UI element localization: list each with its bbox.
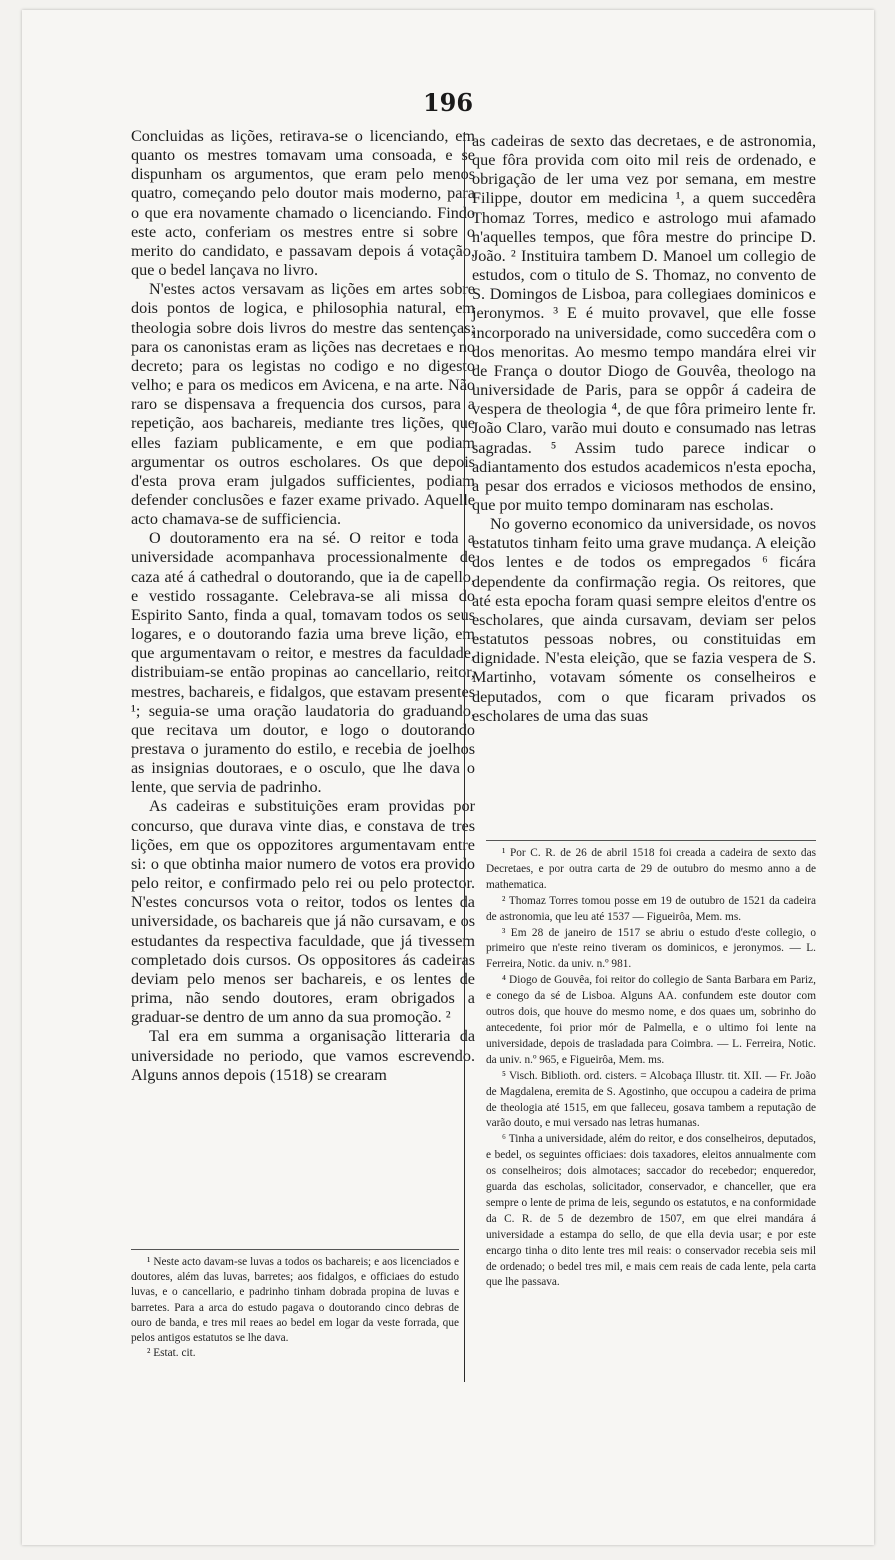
left-footnotes [131, 1255, 459, 1361]
footnote: ² Estat. cit. [147, 1347, 196, 1360]
left-footnote-rule [131, 1249, 459, 1250]
footnote: ⁶ Tinha a universidade, além do reitor, e dos conselheiros, deputados, e bedel, os seguintes officiaes: dois taxadores, eleitos annualmente com os conselheiros; dois almotaces; saccador do recebedor; enqueredor, guarda das escholas, solicitador, conservador, e chanceller, que era sempre o lente de prima de leis, segundo os estatutos, e na conformidade da C. R. de 5 de dezembro de 1507, em que elrei mandára á universidade a estampa do sello, de que ella devia usar; e por este encargo tinha o dito lente tres mil reais: o conservador recebia seis mil de ordenado; o bedel tres mil, e mais cem reais de cada lente, pela carta que lhe passava. [486, 1133, 816, 1289]
column-divider [464, 132, 465, 1382]
footnote: ² Thomaz Torres tomou posse em 19 de outubro de 1521 da cadeira de astronomia, que leu até 1537 — Figueirôa, Mem. ms. [486, 894, 816, 923]
page-number: 196 [422, 88, 474, 117]
footnote: ¹ Neste acto davam-se luvas a todos os bachareis; e aos licenciados e doutores, além das luvas, barretes; aos fidalgos, e officiaes do estudo luvas, e o cancellario, e padrinho tinham dobrada propina de luvas e barretes. Para a arca do estudo pagava o doutorando cinco debras de ouro de banda, e tres mil reaes ao bedel em logar da veste forrada, que pelos antigos estatutos se lhe dava. [131, 1256, 459, 1345]
footnote: ⁴ Diogo de Gouvêa, foi reitor do collegio de Santa Barbara em Pariz, e conego da sé de Lisboa. Alguns AA. confundem este doutor com outros dois, que houve do mesmo nome, e dos quaes um, sobrinho do antecedente, foi prior mór de Palmella, e o ultimo foi lente na universidade, depois de trasladada para Coimbra. — L. Ferreira, Notic. da univ. n.º 965, e Figueirôa, Mem. ms. [486, 974, 816, 1066]
footnote: ¹ Por C. R. de 26 de abril 1518 foi creada a cadeira de sexto das Decretaes, e por outra carta de 29 de outubro do mesmo anno a de mathematica. [486, 847, 816, 891]
right-footnote-rule [486, 840, 816, 841]
right-paragraph: as cadeiras de sexto das decretaes, e de astronomia, que fôra provida com oito mil reis de ordenado, e obrigação de ler uma vez por semana, em mestre Filippe, doutor em medicina ¹, a quem succedêra Thomaz Torres, medico e astrologo mui afamado n'aquelles tempos, que fôra mestre do principe D. João. ² Instituira tambem D. Manoel um collegio de estudos, com o titulo de S. Thomaz, no convento de S. Domingos de Lisboa, para collegiaes dominicos e jeronymos. ³ E é muito provavel, que elle fosse incorporado na universidade, como succedêra com o dos menoritas. Ao mesmo tempo mandára elrei vir de França o doutor Diogo de Gouvêa, theologo na universidade de Paris, para se oppôr á cadeira de vespera de theologia ⁴, de que fôra primeiro lente fr. João Claro, varão mui douto e consumado nas letras sagradas. ⁵ Assim tudo parece indicar o adiantamento dos estudos academicos n'esta epocha, a pesar dos errados e viciosos methodos de ensino, que por muito tempo dominaram nas escholas. [472, 132, 816, 514]
left-paragraph: As cadeiras e substituições eram providas por concurso, que durava vinte dias, e constava de tres lições, em que os oppozitores argumentavam entre si: o que obtinha maior numero de votos era provido pelo reitor, e confirmado pelo rei ou pelo protector. N'estes concursos vota o reitor, todos os lentes da universidade, os bachareis que já não cursavam, e os estudantes da respectiva faculdade, que já tivessem completado dois cursos. Os oppositores ás cadeiras deviam pelo menos ser bachareis, e os lentes de prima, não sendo doutores, eram obrigados a graduar-se dentro de um anno da sua promoção. ² [131, 797, 475, 1027]
right-paragraph: No governo economico da universidade, os novos estatutos tinham feito uma grave mudança. A eleição dos lentes e de todos os empregados ⁶ ficára dependente da confirmação regia. Os reitores, que até esta epocha foram quasi sempre eleitos d'entre os escholares, que ainda cursavam, deviam ser pelos estatutos pessoas nobres, ou constituidas em dignidade. N'esta eleição, que se fazia vespera de S. Martinho, votavam sómente os conselheiros e deputados, com o que ficaram privados os escholares de uma das suas [472, 515, 816, 725]
footnote: ⁵ Visch. Biblioth. ord. cisters. = Alcobaça Illustr. tit. XII. — Fr. João de Magdalena, eremita de S. Agostinho, que occupou a cadeira de prima de theologia até 1515, em que falleceu, gosava tambem a reputação de varão douto, e mui versado nas letras humanas. [486, 1069, 816, 1130]
left-paragraph: O doutoramento era na sé. O reitor e toda a universidade acompanhava processionalmente de caza até á cathedral o doutorando, que ia de capello, e vestido rossagante. Celebrava-se ali missa do Espirito Santo, finda a qual, tomavam todos os seus logares, e o doutorando fazia uma breve lição, em que argumentavam o reitor, e mestres da faculdade, distribuiam-se então propinas ao cancellario, reitor, mestres, bachareis, e fidalgos, que estavam presentes ¹; seguia-se uma oração laudatoria do graduando, que recitava um doutor, e logo o doutorando prestava o juramento do estilo, e recebia de joelhos as insignias doutoraes, e o osculo, que lhe dava o lente, que servia de padrinho. [131, 529, 475, 797]
left-paragraph: Tal era em summa a organisação litteraria da universidade no periodo, que vamos escrevendo. Alguns annos depois (1518) se crearam [131, 1027, 475, 1084]
right-footnotes [486, 846, 816, 1291]
right-column [472, 132, 816, 726]
left-paragraph: Concluidas as lições, retirava-se o licenciando, em quanto os mestres tomavam uma consoada, e se dispunham os argumentos, que eram pelo menos quatro, começando pelo doutor mais moderno, para o que era novamente chamado o licenciando. Findo este acto, conferiam os mestres entre si sobre o merito do candidato, e passavam depois á votação, que o bedel lançava no livro. [131, 127, 475, 280]
left-column [131, 127, 475, 1085]
footnote: ³ Em 28 de janeiro de 1517 se abriu o estudo d'este collegio, o primeiro que n'este reino tiveram os dominicos, e jeronymos. — L. Ferreira, Notic. da univ. n.º 981. [486, 926, 816, 971]
left-paragraph: N'estes actos versavam as lições em artes sobre dois pontos de logica, e philosophia natural, em theologia sobre dois livros do mestre das sentenças; para os canonistas eram as lições nas decretaes e no decreto; para os legistas no codigo e no digesto velho; e para os medicos em Avicena, e na arte. Não raro se dispensava a frequencia dos cursos, para a repetição, aos bachareis, mediante tres lições, que elles faziam publicamente, e em que podiam argumentar os outros escholares. Os que depois d'esta prova eram julgados sufficientes, podiam defender conclusões e fazer exame privado. Aquelle acto chamava-se de sufficiencia. [131, 280, 475, 529]
